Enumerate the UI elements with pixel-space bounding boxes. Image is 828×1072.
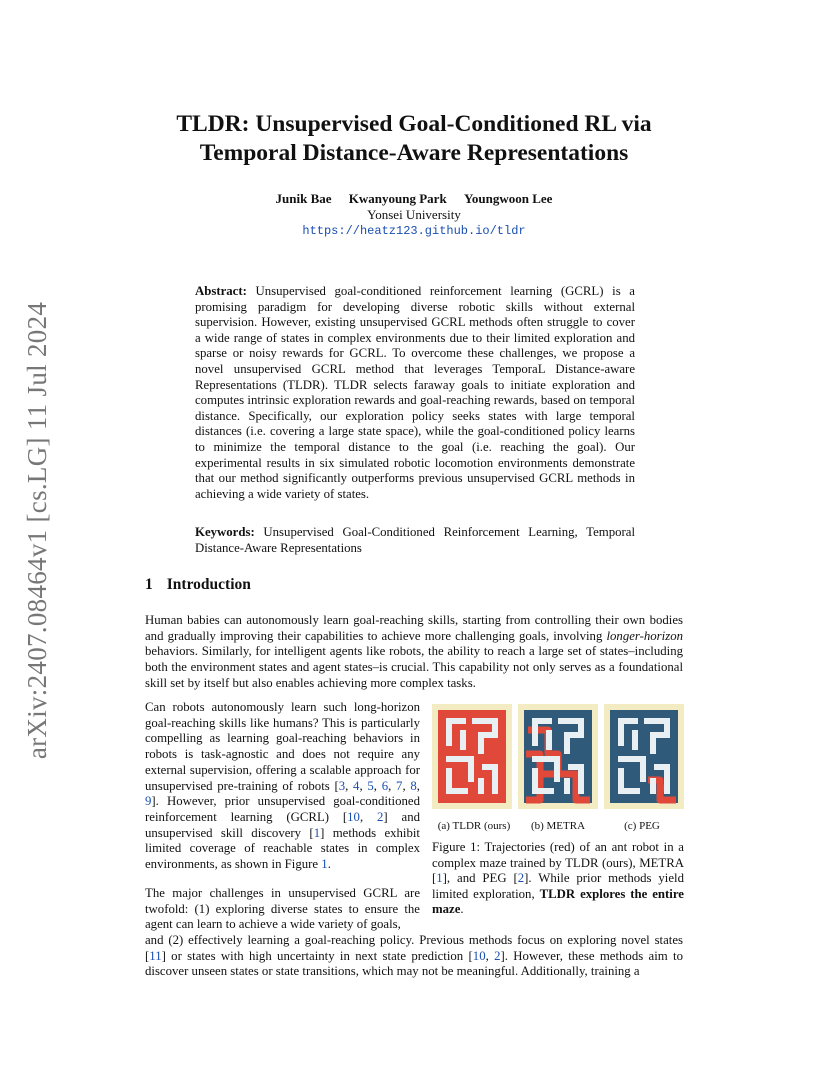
abstract-text: Unsupervised goal-conditioned reinforcement learning (GCRL) is a promising paradigm for developing diverse robotic skills without external supervision. However, existing unsupervised GCRL methods often struggle to cover a wide range of states in complex environments due to their limited exploration and sparse or noisy rewards for GCRL. To overcome these challenges, we propose a novel unsupervised GCRL method that leverages TemporaL Distance-aware Representations (TLDR). TLDR selects faraway goals to initiate exploration and computes intrinsic exploration rewards and goal-reaching rewards, based on temporal distance. Specifically, our exploration policy seeks states with large temporal distances (i.e. covering a large state space), while the goal-conditioned policy learns to minimize the temporal distance to the goal (i.e. reaching the goal). Our experimental results in six simulated robotic locomotion environments demonstrate that our method significantly outperforms previous unsupervised GCRL methods in achieving a wide variety of states. bbox=[195, 284, 635, 501]
paper-title bbox=[100, 110, 728, 168]
figure-subcaptions bbox=[432, 819, 684, 833]
author-1: Junik Bae bbox=[275, 191, 332, 206]
figure-1-caption: Figure 1: Trajectories (red) of an ant robot in a complex maze trained by TLDR (ours), METRA [1], and PEG [2]. While prior methods yield limited exploration, TLDR explores the entire maze. bbox=[432, 840, 684, 917]
keywords-text: Unsupervised Goal-Conditioned Reinforcement Learning, Temporal Distance-Aware Representations bbox=[195, 525, 636, 555]
citation-link[interactable]: 1 bbox=[436, 871, 443, 886]
citation-link[interactable]: 2 bbox=[377, 809, 384, 824]
abstract bbox=[195, 284, 635, 502]
author-names bbox=[100, 191, 728, 207]
author-2: Kwanyoung Park bbox=[348, 191, 447, 206]
maze-tldr-image bbox=[432, 704, 512, 809]
citation-link[interactable]: 11 bbox=[149, 948, 162, 963]
subcaption-b: (b) METRA bbox=[530, 820, 586, 832]
citation-link[interactable]: 6 bbox=[381, 778, 389, 793]
affiliation: Yonsei University bbox=[367, 207, 461, 222]
maze-panels bbox=[432, 704, 684, 809]
maze-panel-tldr bbox=[432, 704, 512, 809]
section-heading bbox=[145, 576, 251, 594]
section-number: 1 bbox=[145, 576, 153, 593]
author-block bbox=[100, 191, 728, 239]
section-title: Introduction bbox=[166, 576, 251, 593]
citation-link[interactable]: 10 bbox=[347, 809, 360, 824]
figure-reference-link[interactable]: 1 bbox=[321, 857, 328, 872]
abstract-label: Abstract: bbox=[195, 284, 247, 298]
citation-link[interactable]: 2 bbox=[494, 948, 501, 963]
subcaption-a: (a) TLDR (ours) bbox=[437, 820, 511, 832]
citation-link[interactable]: 8 bbox=[410, 778, 417, 793]
citation-link[interactable]: 3 bbox=[338, 778, 346, 793]
citation-link[interactable]: 10 bbox=[472, 948, 486, 963]
citation-link[interactable]: 5 bbox=[367, 778, 374, 793]
keywords-label: Keywords: bbox=[195, 525, 255, 539]
author-3: Youngwoon Lee bbox=[463, 191, 553, 206]
citation-link[interactable]: 4 bbox=[353, 778, 360, 793]
title-line-1: TLDR: Unsupervised Goal-Conditioned RL via bbox=[176, 111, 652, 137]
intro-paragraph-3: The major challenges in unsupervised GCRL are twofold: (1) exploring diverse states to ensure the agent can learn to achieve a wide variety of goals, bbox=[145, 886, 420, 932]
citation-link[interactable]: 9 bbox=[145, 794, 152, 809]
maze-metra-image bbox=[518, 704, 598, 809]
citation-link[interactable]: 2 bbox=[517, 871, 525, 886]
maze-peg-image bbox=[604, 704, 684, 809]
intro-paragraph-1: Human babies can autonomously learn goal-reaching skills, starting from controlling their own bodies and gradually improving their capabilities to achieve more challenging goals, involving longer-horizon behaviors. Similarly, for intelligent agents like robots, the ability to reach a large set of states–including both the environment states and agent states–is crucial. This capability not only serves as a foundational skill set by itself but also enables achieving more complex tasks. bbox=[145, 613, 683, 690]
intro-paragraph-2: Can robots autonomously learn such long-horizon goal-reaching skills like humans? This is particularly compelling as learning goal-reaching behaviors in robots is task-agnostic and does not require any external supervision, offering a scalable approach for unsupervised pre-training of robots [3, 4, 5, 6, 7, 8, 9]. However, prior unsupervised goal-conditioned reinforcement learning (GCRL) [10, 2] and unsupervised skill discovery [1] methods exhibit limited coverage of reachable states in complex environments, as shown in Figure 1. bbox=[145, 700, 421, 872]
title-line-2: Temporal Distance-Aware Representations bbox=[199, 140, 629, 166]
project-url-link[interactable]: https://heatz123.github.io/tldr bbox=[302, 224, 526, 238]
citation-link[interactable]: 1 bbox=[313, 825, 321, 840]
intro-paragraph-4: and (2) effectively learning a goal-reaching policy. Previous methods focus on exploring novel states [11] or states with high uncertainty in next state prediction [10, 2]. However, these methods aim to discover unseen states or state transitions, which may not be meaningful. Additionally, training a bbox=[145, 933, 683, 979]
citation-link[interactable]: 7 bbox=[396, 778, 403, 793]
subcaption-c: (c) PEG bbox=[624, 820, 660, 832]
maze-panel-peg bbox=[604, 704, 684, 809]
figure-1 bbox=[432, 704, 684, 833]
keywords bbox=[195, 525, 635, 556]
arxiv-side-label: arXiv:2407.08464v1 [cs.LG] 11 Jul 2024 bbox=[22, 301, 53, 759]
maze-panel-metra bbox=[518, 704, 598, 809]
